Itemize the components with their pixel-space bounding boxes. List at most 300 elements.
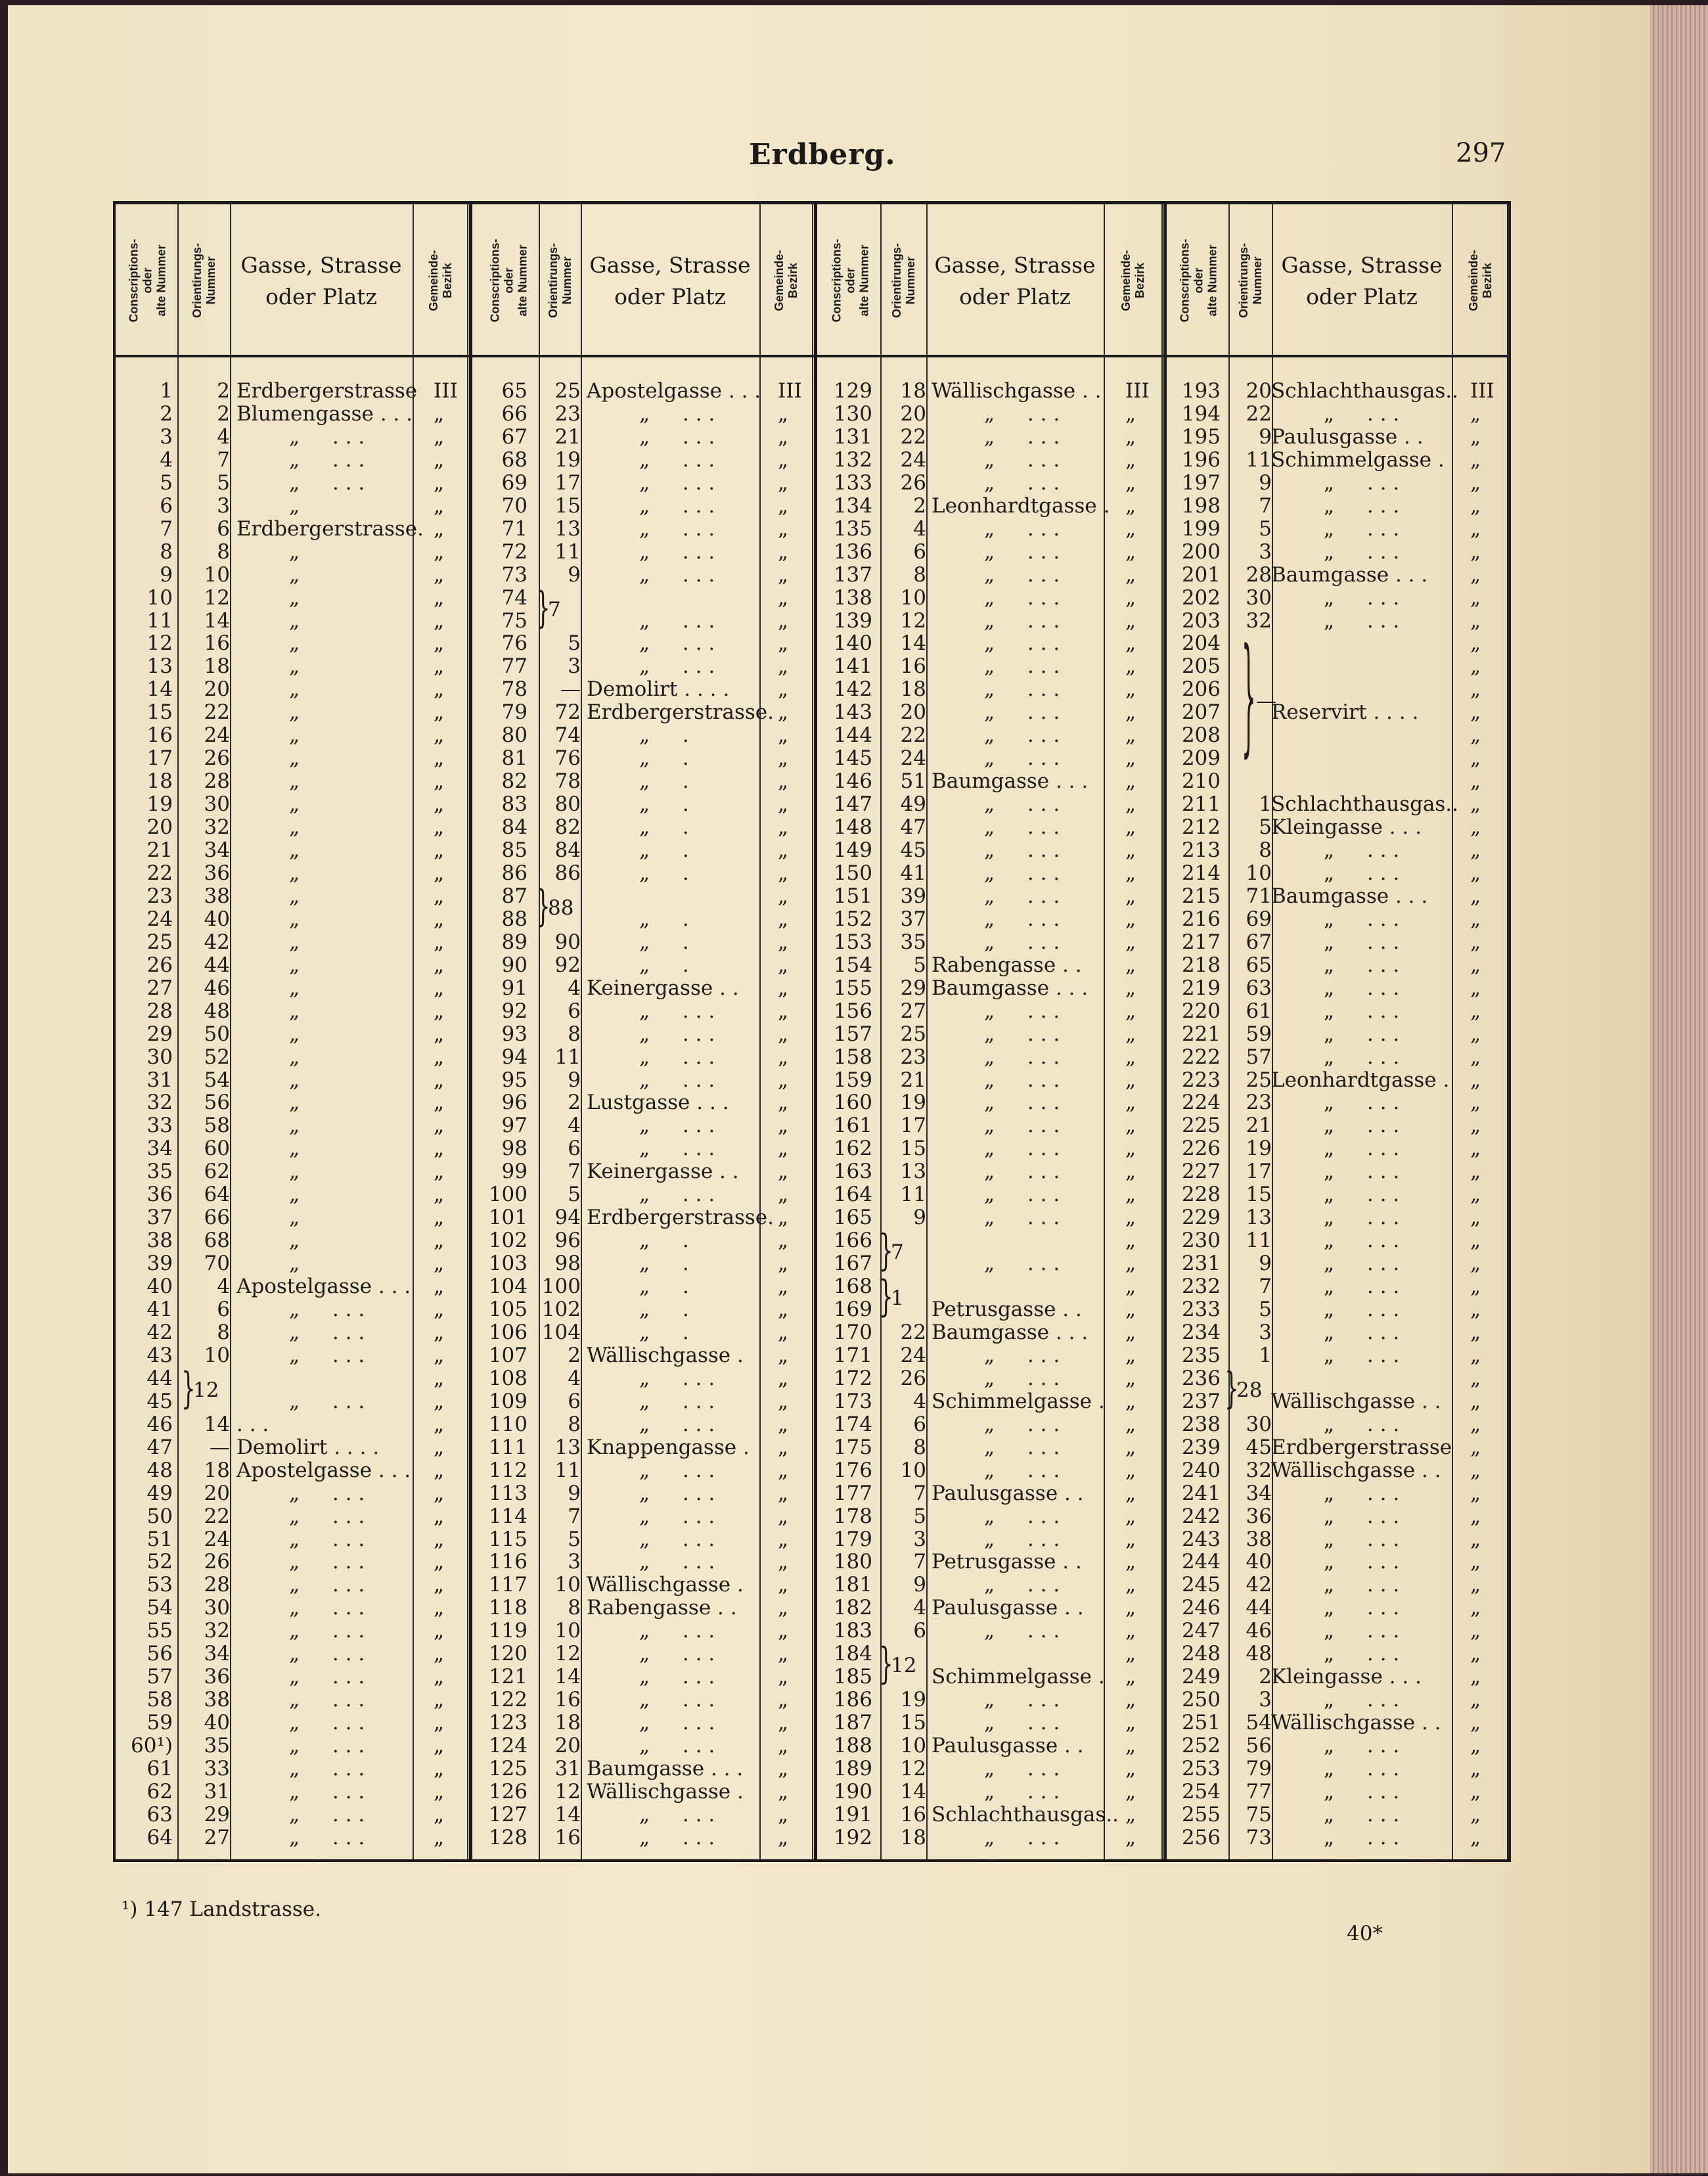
orientation-number: 13 bbox=[554, 516, 581, 541]
orientation-number: 7 bbox=[913, 1550, 926, 1574]
conscription-number: 60¹) bbox=[131, 1734, 173, 1758]
conscription-number: 166 bbox=[833, 1229, 872, 1253]
street-text: „ bbox=[289, 1573, 300, 1597]
street-text: „ bbox=[639, 608, 650, 633]
leader-dots: . . . bbox=[326, 1711, 365, 1735]
street-name bbox=[1324, 977, 1399, 1000]
orientation-number: 12 bbox=[900, 1757, 926, 1780]
conscription-number: 62 bbox=[146, 1779, 173, 1803]
street-text: Leonhardtgasse bbox=[1271, 1068, 1437, 1092]
orientation-number: 26 bbox=[204, 746, 230, 771]
row-brace: } bbox=[536, 882, 551, 932]
street-text: „ bbox=[984, 401, 995, 426]
street-text: „ bbox=[639, 1619, 650, 1643]
conscription-number: 118 bbox=[488, 1596, 528, 1620]
district: „ bbox=[778, 516, 789, 541]
conscription-number: 15 bbox=[146, 700, 173, 725]
orientation-number: 75 bbox=[1246, 1802, 1272, 1826]
district: „ bbox=[778, 1206, 789, 1230]
leader-dots: . . . bbox=[676, 562, 715, 587]
conscription-number: 142 bbox=[833, 677, 872, 702]
orientation-number: 13 bbox=[1246, 1206, 1272, 1230]
street-text: „ bbox=[984, 930, 995, 954]
street-text: „ bbox=[984, 907, 995, 931]
orientation-number: 48 bbox=[204, 999, 230, 1023]
conscription-number: 109 bbox=[488, 1389, 528, 1413]
conscription-number: 9 bbox=[160, 562, 173, 587]
header-district-text: Gemeinde- Bezirk bbox=[426, 250, 454, 311]
district: „ bbox=[434, 631, 445, 656]
conscription-number: 92 bbox=[501, 999, 528, 1023]
district: „ bbox=[778, 1711, 789, 1735]
orientation-number: 27 bbox=[204, 1825, 230, 1849]
conscription-number: 129 bbox=[833, 379, 872, 403]
street-text: „ bbox=[289, 677, 300, 702]
street-text: „ bbox=[984, 838, 995, 862]
district: „ bbox=[1125, 1389, 1136, 1413]
orientation-number: 10 bbox=[900, 1734, 926, 1758]
leader-dots: . . . bbox=[1021, 746, 1060, 771]
orientation-number: 8 bbox=[913, 562, 926, 587]
district: „ bbox=[1125, 1802, 1136, 1826]
header-conscription bbox=[1171, 208, 1227, 353]
district: „ bbox=[434, 746, 445, 771]
conscription-number: 143 bbox=[833, 700, 872, 725]
district: „ bbox=[1125, 677, 1136, 702]
district: „ bbox=[778, 999, 789, 1023]
street-text: „ bbox=[1324, 1091, 1335, 1115]
district: „ bbox=[778, 1550, 789, 1574]
street-name bbox=[1324, 1574, 1399, 1597]
orientation-number: 44 bbox=[1246, 1596, 1272, 1620]
street-text: Schlachthausgas.. bbox=[932, 1802, 1119, 1826]
conscription-number: 234 bbox=[1181, 1320, 1221, 1344]
leader-dots: . . . bbox=[1360, 838, 1400, 862]
street-text: „ bbox=[984, 608, 995, 633]
street-text: „ bbox=[639, 1137, 650, 1161]
street-name bbox=[1324, 954, 1399, 977]
orientation-number: 4 bbox=[217, 1275, 230, 1299]
brace-value: 88 bbox=[548, 895, 574, 920]
table-row bbox=[0, 1137, 1708, 1160]
street-text: „ bbox=[639, 516, 650, 541]
district: „ bbox=[434, 930, 445, 954]
orientation-number: 40 bbox=[204, 1711, 230, 1735]
orientation-number: 92 bbox=[554, 953, 581, 977]
table-row bbox=[0, 1620, 1708, 1643]
leader-dots: . . . bbox=[326, 1802, 365, 1826]
street-name bbox=[1324, 1482, 1399, 1505]
street-text: „ bbox=[1324, 1160, 1335, 1184]
conscription-number: 202 bbox=[1181, 585, 1221, 610]
street-text: „ bbox=[984, 1779, 995, 1803]
orientation-number: 11 bbox=[1246, 1229, 1272, 1253]
district: „ bbox=[1470, 1343, 1481, 1367]
conscription-number: 103 bbox=[488, 1252, 528, 1276]
orientation-number: 33 bbox=[204, 1757, 230, 1780]
leader-dots: . . bbox=[1415, 1458, 1441, 1482]
header-conscription bbox=[822, 208, 879, 353]
street-text: „ bbox=[1324, 1825, 1335, 1849]
street-name bbox=[1324, 1734, 1399, 1757]
district: „ bbox=[434, 1389, 445, 1413]
street-text: „ bbox=[639, 1366, 650, 1390]
street-text: Baumgasse bbox=[1271, 884, 1389, 908]
district: „ bbox=[1470, 1298, 1481, 1321]
district: „ bbox=[1125, 1320, 1136, 1344]
conscription-number: 244 bbox=[1181, 1550, 1221, 1574]
table-row bbox=[0, 541, 1708, 564]
orientation-number: 7 bbox=[568, 1160, 581, 1184]
conscription-number: 159 bbox=[833, 1068, 872, 1092]
street-text: „ bbox=[984, 1091, 995, 1115]
street-name bbox=[1271, 816, 1422, 839]
table-row bbox=[0, 1275, 1708, 1298]
table-row bbox=[0, 1046, 1708, 1069]
district: „ bbox=[1470, 1665, 1481, 1689]
header-orientation bbox=[180, 208, 229, 353]
orientation-number: 7 bbox=[568, 1504, 581, 1528]
orientation-number: 58 bbox=[204, 1114, 230, 1138]
district: „ bbox=[434, 907, 445, 931]
orientation-number: 20 bbox=[1246, 379, 1272, 403]
leader-dots: . . . bbox=[326, 1550, 365, 1574]
orientation-number: 30 bbox=[204, 1596, 230, 1620]
leader-dots: . . . bbox=[676, 1665, 715, 1689]
brace-value: 7 bbox=[548, 597, 561, 622]
leader-dots: . . . bbox=[1360, 976, 1400, 1000]
district: „ bbox=[434, 999, 445, 1023]
street-text: „ bbox=[289, 585, 300, 610]
orientation-number: 1 bbox=[1259, 792, 1272, 817]
orientation-number: 32 bbox=[1246, 1458, 1272, 1482]
conscription-number: 185 bbox=[833, 1665, 872, 1689]
district: „ bbox=[778, 608, 789, 633]
orientation-number: 38 bbox=[204, 884, 230, 908]
district: „ bbox=[778, 1412, 789, 1436]
street-text: „ bbox=[984, 723, 995, 748]
leader-dots: . bbox=[676, 792, 689, 817]
table-row bbox=[0, 564, 1708, 587]
conscription-number: 130 bbox=[833, 401, 872, 426]
header-conscription-text: Conscriptions- oder alte Nummer bbox=[488, 238, 529, 323]
orientation-number: 20 bbox=[900, 401, 926, 426]
orientation-number: 5 bbox=[217, 470, 230, 495]
orientation-number: 35 bbox=[900, 930, 926, 954]
conscription-number: 3 bbox=[160, 424, 173, 449]
orientation-number: 72 bbox=[554, 700, 581, 725]
orientation-number: 57 bbox=[1246, 1045, 1272, 1069]
conscription-number: 75 bbox=[501, 608, 528, 633]
leader-dots: . . . bbox=[676, 631, 715, 656]
leader-dots: . . . bbox=[676, 1412, 715, 1436]
conscription-number: 16 bbox=[146, 723, 173, 748]
street-text: „ bbox=[1324, 401, 1335, 426]
leader-dots: . . . bbox=[1360, 1252, 1400, 1276]
street-text: „ bbox=[984, 815, 995, 840]
conscription-number: 101 bbox=[488, 1206, 528, 1230]
street-text: „ bbox=[289, 1160, 300, 1184]
orientation-number: 104 bbox=[541, 1320, 581, 1344]
street-text: „ bbox=[289, 493, 300, 518]
orientation-number: 20 bbox=[554, 1734, 581, 1758]
conscription-number: 173 bbox=[833, 1389, 872, 1413]
orientation-number: 6 bbox=[913, 1412, 926, 1436]
leader-dots: . . . bbox=[1360, 953, 1400, 977]
district: „ bbox=[1470, 1757, 1481, 1780]
leader-dots: . . . bbox=[676, 1389, 715, 1413]
orientation-number: 4 bbox=[913, 516, 926, 541]
table-row bbox=[0, 1528, 1708, 1551]
street-text: Baumgasse bbox=[932, 976, 1050, 1000]
table-row bbox=[0, 1666, 1708, 1689]
district: „ bbox=[1470, 1137, 1481, 1161]
district: „ bbox=[1125, 424, 1136, 449]
conscription-number: 144 bbox=[833, 723, 872, 748]
table-row bbox=[0, 1734, 1708, 1757]
district: „ bbox=[1125, 953, 1136, 977]
street-text: „ bbox=[639, 1114, 650, 1138]
district: „ bbox=[1470, 447, 1481, 472]
row-brace: } bbox=[1242, 623, 1256, 773]
orientation-number: 8 bbox=[913, 1435, 926, 1459]
header-district-text: Gemeinde- Bezirk bbox=[1467, 250, 1494, 311]
conscription-number: 155 bbox=[833, 976, 872, 1000]
district: „ bbox=[778, 1596, 789, 1620]
district: „ bbox=[1125, 999, 1136, 1023]
district: „ bbox=[434, 1275, 445, 1299]
orientation-number: 3 bbox=[568, 654, 581, 679]
street-text: „ bbox=[289, 838, 300, 862]
conscription-number: 193 bbox=[1181, 379, 1221, 403]
conscription-number: 77 bbox=[501, 654, 528, 679]
header-conscription-text: Conscriptions- oder alte Nummer bbox=[830, 238, 871, 323]
brace-value: 1 bbox=[891, 1286, 904, 1310]
street-text: Petrusgasse bbox=[932, 1298, 1056, 1321]
district: „ bbox=[434, 539, 445, 564]
conscription-number: 222 bbox=[1181, 1045, 1221, 1069]
orientation-number: 6 bbox=[568, 999, 581, 1023]
orientation-number: 25 bbox=[900, 1022, 926, 1046]
street-text: „ bbox=[289, 907, 300, 931]
orientation-number: 51 bbox=[900, 769, 926, 794]
leader-dots: . . . bbox=[1021, 1619, 1060, 1643]
orientation-number: 28 bbox=[1246, 562, 1272, 587]
leader-dots: . . . bbox=[1360, 1688, 1400, 1712]
conscription-number: 97 bbox=[501, 1114, 528, 1138]
leader-dots: . bbox=[730, 1343, 744, 1367]
leader-dots: . bbox=[676, 930, 689, 954]
district: „ bbox=[434, 1298, 445, 1321]
street-text: „ bbox=[639, 654, 650, 679]
orientation-number: 20 bbox=[204, 1481, 230, 1505]
leader-dots: . . . bbox=[1360, 1642, 1400, 1666]
district: „ bbox=[778, 838, 789, 862]
district: „ bbox=[1470, 861, 1481, 885]
street-name bbox=[1324, 1206, 1399, 1229]
district: „ bbox=[434, 1504, 445, 1528]
street-name bbox=[1324, 1321, 1399, 1344]
table-row bbox=[0, 587, 1708, 610]
orientation-number: 8 bbox=[568, 1412, 581, 1436]
street-name bbox=[1324, 1643, 1399, 1666]
orientation-number: 18 bbox=[204, 654, 230, 679]
table-row bbox=[0, 1321, 1708, 1344]
leader-dots: . . . bbox=[1021, 1435, 1060, 1459]
orientation-number: 20 bbox=[204, 677, 230, 702]
leader-dots: . . . bbox=[1021, 1137, 1060, 1161]
leader-dots: . . . bbox=[1049, 976, 1089, 1000]
street-text: „ bbox=[1324, 907, 1335, 931]
street-text: Knappengasse bbox=[587, 1435, 737, 1459]
street-text: Erdbergerstrasse bbox=[236, 379, 418, 403]
district: „ bbox=[778, 1573, 789, 1597]
conscription-number: 72 bbox=[501, 539, 528, 564]
conscription-number: 224 bbox=[1181, 1091, 1221, 1115]
table-row bbox=[0, 472, 1708, 495]
leader-dots: . . . bbox=[1021, 677, 1060, 702]
district: „ bbox=[778, 1022, 789, 1046]
district: „ bbox=[778, 1665, 789, 1689]
leader-dots: . . . bbox=[1021, 1527, 1060, 1551]
conscription-number: 88 bbox=[501, 907, 528, 931]
district: „ bbox=[778, 1137, 789, 1161]
table-row bbox=[0, 1482, 1708, 1505]
street-text: Schlachthausgas.. bbox=[1271, 379, 1459, 403]
leader-dots: . . . bbox=[1021, 1022, 1060, 1046]
street-text: Paulusgasse bbox=[932, 1734, 1058, 1758]
conscription-number: 241 bbox=[1181, 1481, 1221, 1505]
orientation-number: 69 bbox=[1246, 907, 1272, 931]
orientation-number: 25 bbox=[554, 379, 581, 403]
leader-dots: . . . bbox=[1360, 1229, 1400, 1253]
street-text: „ bbox=[984, 1619, 995, 1643]
orientation-number: 17 bbox=[900, 1114, 926, 1138]
district: „ bbox=[778, 930, 789, 954]
leader-dots: . . . bbox=[676, 516, 715, 541]
district: „ bbox=[778, 1160, 789, 1184]
street-text: „ bbox=[639, 838, 650, 862]
leader-dots: . bbox=[676, 838, 689, 862]
leader-dots: . bbox=[736, 1435, 750, 1459]
district: „ bbox=[434, 493, 445, 518]
conscription-number: 89 bbox=[501, 930, 528, 954]
table-row bbox=[0, 632, 1708, 655]
street-text: „ bbox=[289, 976, 300, 1000]
district: „ bbox=[1125, 1550, 1136, 1574]
street-text: Wällischgasse bbox=[1271, 1389, 1416, 1413]
conscription-number: 235 bbox=[1181, 1343, 1221, 1367]
conscription-number: 229 bbox=[1181, 1206, 1221, 1230]
district: „ bbox=[778, 861, 789, 885]
leader-dots: . . . bbox=[1021, 792, 1060, 817]
orientation-number: 9 bbox=[1259, 424, 1272, 449]
leader-dots: . . . bbox=[326, 1619, 365, 1643]
district: „ bbox=[434, 1137, 445, 1161]
street-text: „ bbox=[1324, 953, 1335, 977]
leader-dots: . . . bbox=[1360, 1114, 1400, 1138]
orientation-number: 13 bbox=[900, 1160, 926, 1184]
street-text: „ bbox=[1324, 1183, 1335, 1207]
orientation-number: 5 bbox=[1259, 516, 1272, 541]
orientation-number: 3 bbox=[568, 1550, 581, 1574]
orientation-number: 24 bbox=[900, 746, 926, 771]
orientation-number: 27 bbox=[900, 999, 926, 1023]
conscription-number: 139 bbox=[833, 608, 872, 633]
orientation-number: 18 bbox=[900, 379, 926, 403]
conscription-number: 12 bbox=[146, 631, 173, 656]
conscription-number: 33 bbox=[146, 1114, 173, 1138]
district: „ bbox=[434, 723, 445, 748]
conscription-number: 73 bbox=[501, 562, 528, 587]
conscription-number: 157 bbox=[833, 1022, 872, 1046]
district: „ bbox=[1470, 1619, 1481, 1643]
table-row bbox=[0, 977, 1708, 1000]
conscription-number: 190 bbox=[833, 1779, 872, 1803]
street-name bbox=[1324, 1597, 1399, 1620]
district: „ bbox=[778, 401, 789, 426]
street-text: „ bbox=[639, 1183, 650, 1207]
street-text: Schimmelgasse bbox=[1271, 447, 1432, 472]
leader-dots: . . . bbox=[676, 447, 715, 472]
conscription-number: 13 bbox=[146, 654, 173, 679]
conscription-number: 195 bbox=[1181, 424, 1221, 449]
district: „ bbox=[1470, 1022, 1481, 1046]
orientation-number: 4 bbox=[913, 1596, 926, 1620]
street-text: „ bbox=[639, 424, 650, 449]
conscription-number: 86 bbox=[501, 861, 528, 885]
leader-dots: . bbox=[1436, 1068, 1450, 1092]
district: „ bbox=[1470, 792, 1481, 817]
table-row bbox=[0, 655, 1708, 678]
conscription-number: 90 bbox=[501, 953, 528, 977]
conscription-number: 230 bbox=[1181, 1229, 1221, 1253]
street-text: „ bbox=[984, 585, 995, 610]
orientation-number: 16 bbox=[554, 1825, 581, 1849]
leader-dots: . . . bbox=[1021, 1160, 1060, 1184]
conscription-number: 119 bbox=[488, 1619, 528, 1643]
orientation-number: 35 bbox=[204, 1734, 230, 1758]
conscription-number: 1 bbox=[160, 379, 173, 403]
orientation-number: 16 bbox=[900, 654, 926, 679]
district: III bbox=[778, 379, 802, 403]
conscription-number: 186 bbox=[833, 1688, 872, 1712]
district: „ bbox=[1125, 792, 1136, 817]
street-text: „ bbox=[289, 700, 300, 725]
conscription-number: 146 bbox=[833, 769, 872, 794]
orientation-number: 16 bbox=[204, 631, 230, 656]
district: „ bbox=[1470, 516, 1481, 541]
leader-dots: . . . bbox=[676, 1022, 715, 1046]
leader-dots: . . . bbox=[676, 424, 715, 449]
orientation-number: 31 bbox=[554, 1757, 581, 1780]
table-row bbox=[0, 1436, 1708, 1459]
conscription-number: 39 bbox=[146, 1252, 173, 1276]
leader-dots: . . . bbox=[1360, 493, 1400, 518]
table-row bbox=[0, 1183, 1708, 1206]
street-text: „ bbox=[639, 1802, 650, 1826]
district: „ bbox=[434, 1022, 445, 1046]
conscription-number: 181 bbox=[833, 1573, 872, 1597]
district: „ bbox=[1125, 769, 1136, 794]
street-name bbox=[1324, 1046, 1399, 1069]
orientation-number: 2 bbox=[217, 379, 230, 403]
street-name bbox=[1271, 426, 1424, 449]
orientation-number: 7 bbox=[1259, 1275, 1272, 1299]
leader-dots: . bbox=[676, 815, 689, 840]
page-title: Erdberg. bbox=[749, 138, 896, 171]
conscription-number: 102 bbox=[488, 1229, 528, 1253]
